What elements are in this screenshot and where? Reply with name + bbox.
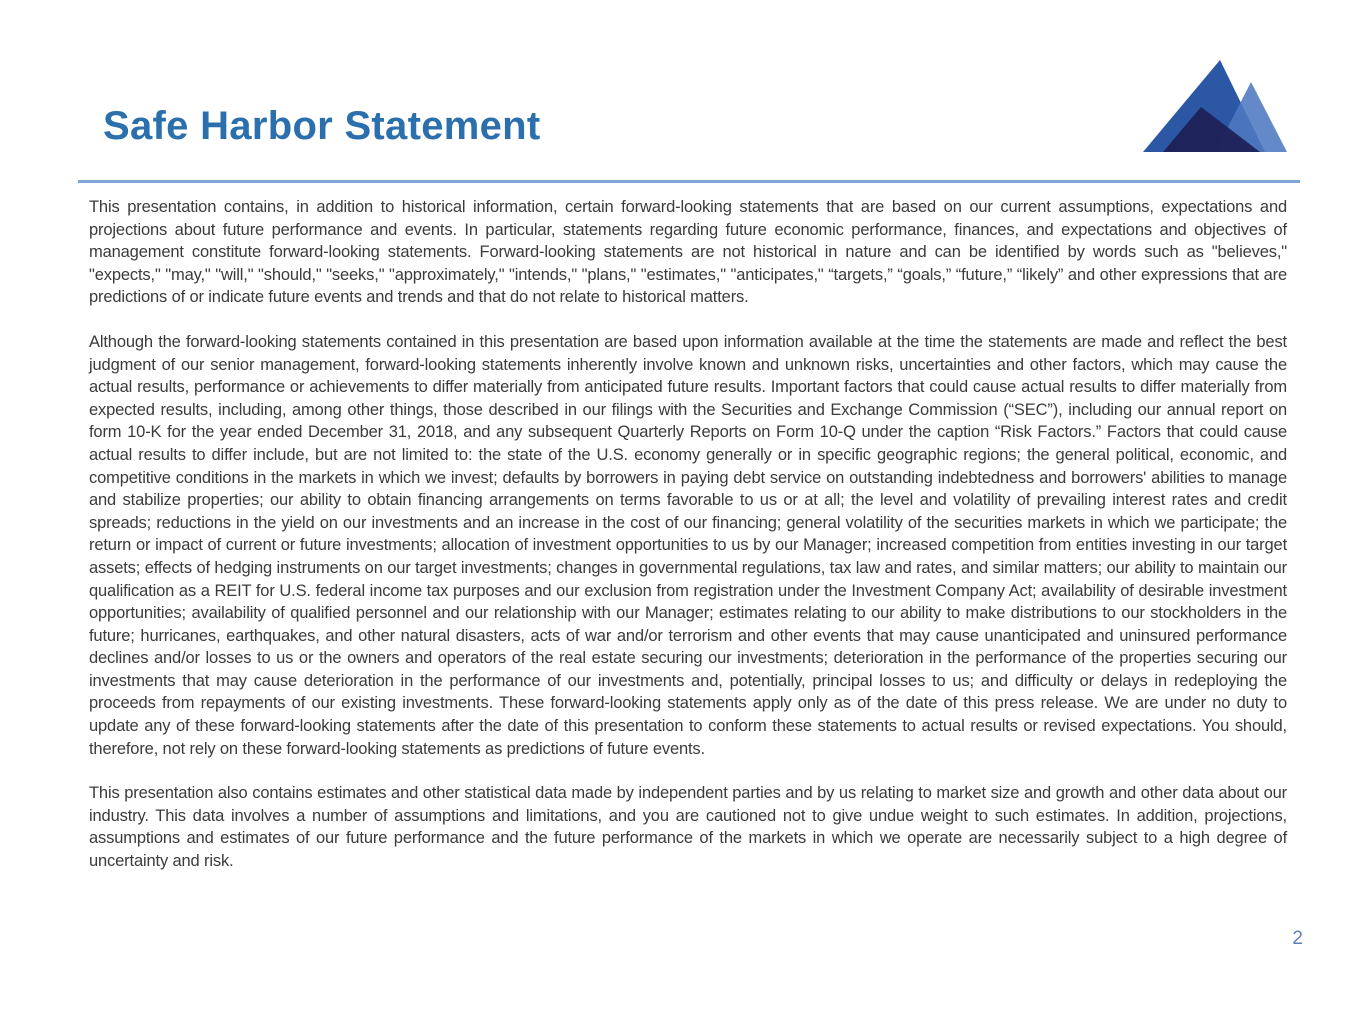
safe-harbor-paragraph-1: This presentation contains, in addition to historical information, certain forward-looking statements that are based on our current assumptions, expectations and projections about future performance and events. In particular, statements regarding future economic performance, finances, and expectations and objectives of management constitute forward-looking statements. Forward-looking statements are not historical in nature and can be identified by words such as "believes," "expects," "may," "will," "should," "seeks," "approximately," "intends," "plans," "estimates," "anticipates," “targets,” “goals,” “future,” “likely” and other expressions that are predictions of or indicate future events and trends and that do not relate to historical matters. (89, 198, 1287, 307)
mountain-logo-icon (1143, 60, 1287, 152)
title-divider (78, 180, 1300, 183)
page-number: 2 (1292, 928, 1303, 949)
page-title: Safe Harbor Statement (103, 104, 541, 148)
safe-harbor-text (89, 196, 1287, 873)
safe-harbor-paragraph-2: Although the forward-looking statements contained in this presentation are based upon information available at the time the statements are made and reflect the best judgment of our senior management, forward-looking statements inherently involve known and unknown risks, uncertainties and other factors, which may cause the actual results, performance or achievements to differ materially from anticipated future results. Important factors that could cause actual results to differ materially from expected results, including, among other things, those described in our filings with the Securities and Exchange Commission (“SEC”), including our annual report on form 10-K for the year ended December 31, 2018, and any subsequent Quarterly Reports on Form 10-Q under the caption “Risk Factors.” Factors that could cause actual results to differ include, but are not limited to: the state of the U.S. economy generally or in specific geographic regions; the general political, economic, and competitive conditions in the markets in which we invest; defaults by borrowers in paying debt service on outstanding indebtedness and borrowers' abilities to manage and stabilize properties; our ability to obtain financing arrangements on terms favorable to us or at all; the level and volatility of prevailing interest rates and credit spreads; reductions in the yield on our investments and an increase in the cost of our financing; general volatility of the securities markets in which we participate; the return or impact of current or future investments; allocation of investment opportunities to us by our Manager; increased competition from entities investing in our target assets; effects of hedging instruments on our target investments; changes in governmental regulations, tax law and rates, and similar matters; our ability to maintain our qualification as a REIT for U.S. federal income tax purposes and our exclusion from registration under the Investment Company Act; availability of desirable investment opportunities; availability of qualified personnel and our relationship with our Manager; estimates relating to our ability to make distributions to our stockholders in the future; hurricanes, earthquakes, and other natural disasters, acts of war and/or terrorism and other events that may cause unanticipated and uninsured performance declines and/or losses to us or the owners and operators of the real estate securing our investments; deterioration in the performance of the properties securing our investments that may cause deterioration in the performance of our investments and, potentially, principal losses to us; and difficulty or delays in redeploying the proceeds from repayments of our existing investments. These forward-looking statements apply only as of the date of this press release. We are under no duty to update any of these forward-looking statements after the date of this presentation to conform these statements to actual results or revised expectations. You should, therefore, not rely on these forward-looking statements as predictions of future events. (89, 332, 1287, 758)
safe-harbor-paragraph-3: This presentation also contains estimates and other statistical data made by independent parties and by us relating to market size and growth and other data about our industry. This data involves a number of assumptions and limitations, and you are cautioned not to give undue weight to such estimates. In addition, projections, assumptions and estimates of our future performance and the future performance of the markets in which we operate are necessarily subject to a high degree of uncertainty and risk. (89, 784, 1287, 871)
